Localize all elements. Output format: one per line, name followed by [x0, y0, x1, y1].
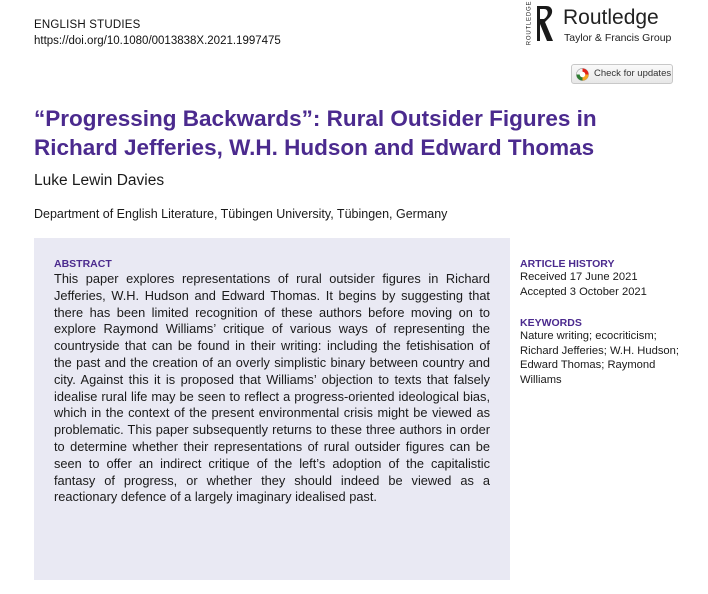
abstract-text: This paper explores representations of rural outsider figures in Richard Jefferies, W.H. Hudson and Edward Thomas. It begins by suggesting that there has been limited recognition of these authors before moving on to explore Raymond Williams’ critique of various ways of representing the countryside that can be found in their writing: including the fetishisation of the past and the creation of an overly simplistic binary between country and city. Against this it is proposed that Williams’ objection to texts that falsely idealise rural life may be seen to reflect a progress-oriented ideological bias, which in the context of the present environmental crisis might be viewed as problematic. This paper subsequently returns to these three authors in order to determine whether their representations of rural outsider figures can be seen to offer an indirect critique of the left’s adoption of the capitalistic fantasy of progress, or whether they should indeed be viewed as a reactionary defence of a largely imaginary idealised past.: [54, 271, 490, 505]
check-updates-icon: [576, 68, 589, 81]
keywords-list: Nature writing; ecocriticism; Richard Jefferies; W.H. Hudson; Edward Thomas; Raymond Williams: [520, 330, 679, 386]
journal-info: [34, 17, 281, 49]
check-for-updates-label: Check for updates: [594, 68, 672, 79]
routledge-mark-icon: [534, 4, 556, 44]
accepted-date: Accepted 3 October 2021: [520, 285, 647, 298]
received-date: Received 17 June 2021: [520, 271, 638, 283]
publisher-group: Taylor & Francis Group: [564, 32, 672, 44]
abstract-box: [34, 238, 510, 580]
publisher-vertical-label: ROUTLEDGE: [526, 0, 533, 46]
abstract-heading: ABSTRACT: [54, 258, 112, 270]
author-name: Luke Lewin Davies: [34, 172, 165, 189]
publisher-logo: [521, 0, 681, 48]
article-sidebar: [520, 258, 700, 387]
keywords-heading: KEYWORDS: [520, 317, 582, 329]
article-title: “Progressing Backwards”: Rural Outsider Figures in Richard Jefferies, W.H. Hudson and Edward Thomas: [34, 106, 597, 160]
article-history-heading: ARTICLE HISTORY: [520, 258, 615, 270]
publisher-name: Routledge: [563, 6, 659, 29]
journal-name: ENGLISH STUDIES: [34, 19, 141, 31]
author-affiliation: Department of English Literature, Tübingen University, Tübingen, Germany: [34, 207, 448, 221]
check-for-updates-button[interactable]: [571, 64, 673, 84]
doi-link[interactable]: https://doi.org/10.1080/0013838X.2021.1997475: [34, 35, 281, 47]
